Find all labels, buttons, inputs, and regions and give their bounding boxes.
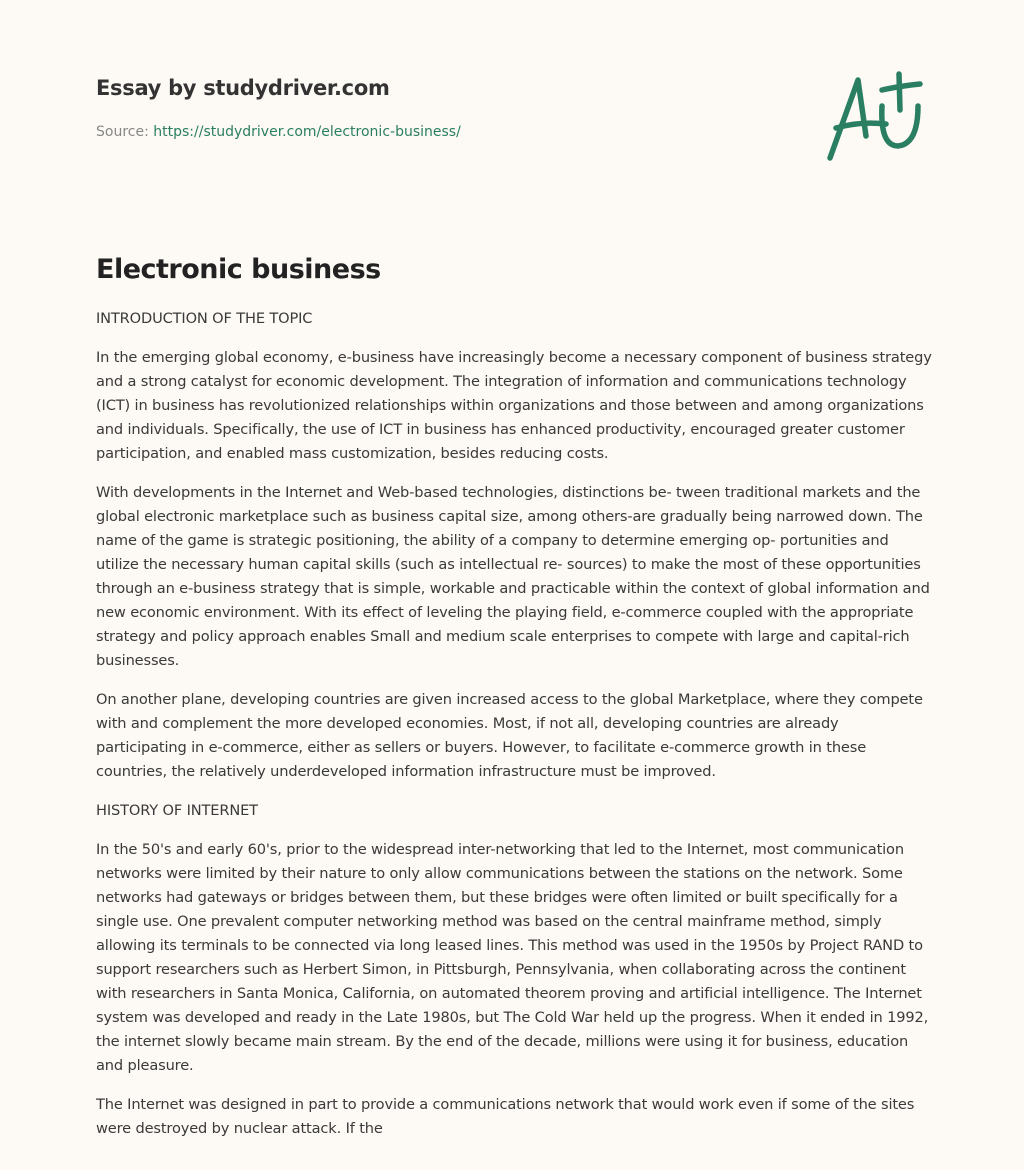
paragraph: With developments in the Internet and Web-based technologies, distinctions be- tween traditional markets and the global electronic marketplace such as business capital size, among others-are gradually being narrowed down. The name of the game is strategic positioning, the ability of a company to determine emerging op- portunities and utilize the necessary human capital skills (such as intellectual re- sources) to make the most of these opportunities through an e-business strategy that is simple, workable and practicable within the context of global information and new economic environment. With its effect of leveling the playing field, e-commerce coupled with the appropriate strategy and policy approach enables Small and medium scale enterprises to compete with large and capital-rich businesses. (96, 484, 930, 669)
paragraph: The Internet was designed in part to provide a communications network that would work even if some of the sites were destroyed by nuclear attack. If the (96, 1096, 915, 1137)
paragraph: In the 50's and early 60's, prior to the widespread inter-networking that led to the Internet, most communication networks were limited by their nature to only allow communications between the stations on the network. Some networks had gateways or bridges between them, but these bridges were often limited or built specifically for a single use. One prevalent computer networking method was based on the central mainframe method, simply allowing its terminals to be connected via long leased lines. This method was used in the 1950s by Project RAND to support researchers such as Herbert Simon, in Pittsburgh, Pennsylvania, when collaborating across the continent with researchers in Santa Monica, California, on automated theorem proving and artificial intelligence. The Internet system was developed and ready in the Late 1980s, but The Cold War held up the progress. When it ended in 1992, the internet slowly became main stream. By the end of the decade, millions were using it for business, education and pleasure. (96, 841, 929, 1074)
source-link[interactable]: https://studydriver.com/electronic-business/ (153, 124, 461, 140)
source-line (96, 124, 461, 140)
site-header (96, 76, 390, 100)
article-title: Electronic business (96, 254, 381, 285)
site-title: Essay by studydriver.com (96, 76, 390, 100)
paragraph: On another plane, developing countries are given increased access to the global Marketplace, where they compete with and complement the more developed economies. Most, if not all, developing countries are already participating in e-commerce, either as sellers or buyers. However, to facilitate e-commerce growth in these countries, the relatively underdeveloped information infrastructure must be improved. (96, 691, 923, 780)
paragraph: In the emerging global economy, e-business have increasingly become a necessary component of business strategy and a strong catalyst for economic development. The integration of information and communications technology (ICT) in business has revolutionized relationships within organizations and those between and among organizations and individuals. Specifically, the use of ICT in business has enhanced productivity, encouraged greater customer participation, and enabled mass customization, besides reducing costs. (96, 349, 932, 462)
section-heading: HISTORY OF INTERNET (96, 802, 258, 819)
source-label: Source: (96, 124, 149, 140)
article (96, 254, 932, 1156)
a-plus-logo-icon (820, 66, 930, 166)
section-heading: INTRODUCTION OF THE TOPIC (96, 310, 313, 327)
